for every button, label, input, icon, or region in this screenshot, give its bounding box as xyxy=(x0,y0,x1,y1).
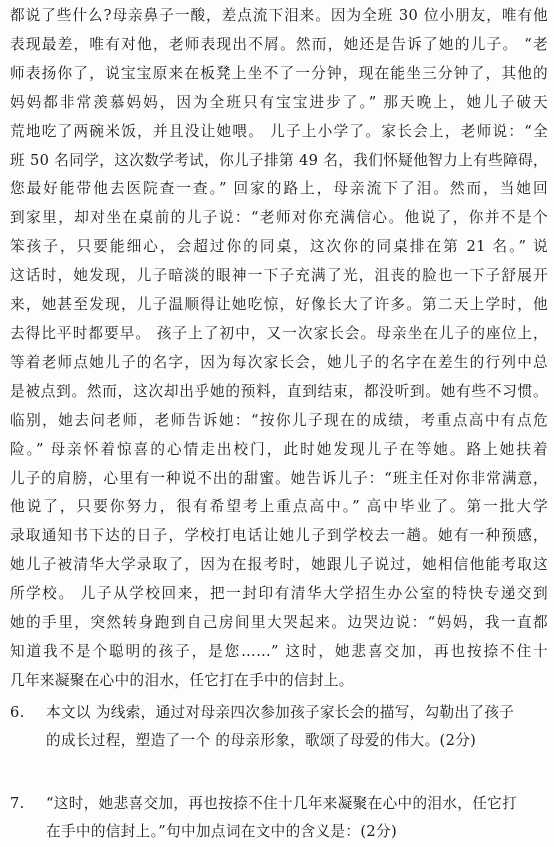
passage-line: 去得比平时都要早。 孩子上了初中，又一次家长会。母亲坐在儿子的座位上， xyxy=(10,324,548,342)
question-number: 6. xyxy=(10,703,25,721)
passage-line: 来，她甚至发现，儿子温顺得让她吃惊，好像长大了许多。第二天上学时，他 xyxy=(10,296,548,314)
passage-line: 是被点到。然而，这次却出乎她的预料，直到结束，都没听到。她有些不习惯。 xyxy=(10,382,548,400)
question-text: “这时，她悲喜交加，再也按捺不住十几年来凝聚在心中的泪水，任它打 xyxy=(46,794,518,812)
question-text: 本文以 为线索，通过对母亲四次参加孩子家长会的描写，勾勒出了孩子 xyxy=(46,703,515,721)
passage-line: 笨孩子，只要能细心，会超过你的同桌，这次你的同桌排在第 21 名。” 说 xyxy=(10,238,548,256)
passage-line: 荒地吃了两碗米饭，并且没让她喂。 儿子上小学了。家长会上，老师说：“全 xyxy=(10,122,548,140)
passage-line: 师表扬你了，说宝宝原来在板凳上坐不了一分钟，现在能坐三分钟了，其他的 xyxy=(10,64,548,82)
reading-passage xyxy=(10,2,548,696)
passage-line: 等着老师点她儿子的名字，因为每次家长会，她儿子的名字在差生的行列中总 xyxy=(10,353,548,371)
passage-line: 儿子的肩膀，心里有一种说不出的甜蜜。她告诉儿子：“班主任对你非常满意， xyxy=(10,469,548,487)
passage-line: 她儿子被清华大学录取了，因为在报考时，她跟儿子说过，她相信他能考取这 xyxy=(10,556,548,574)
question-number: 7. xyxy=(10,794,25,812)
passage-line: 妈妈都非常羡慕妈妈，因为全班只有宝宝进步了。” 那天晚上，她儿子破天 xyxy=(10,93,548,111)
passage-line: 所学校。 儿子从学校回来，把一封印有清华大学招生办公室的特快专递交到 xyxy=(10,585,548,603)
passage-line: 录取通知书下达的日子，学校打电话让她儿子到学校去一趟。她有一种预感， xyxy=(10,527,548,545)
passage-line: 表现最差，唯有对他，老师表现出不屑。然而，她还是告诉了她的儿子。 “老 xyxy=(10,35,548,53)
passage-line: 她的手里，突然转身跑到自己房间里大哭起来。边哭边说：“妈妈，我一直都 xyxy=(10,614,548,632)
passage-line: 临别，她去问老师，老师告诉她：“按你儿子现在的成绩，考重点高中有点危 xyxy=(10,411,548,429)
question-text-continued: 的成长过程，塑造了一个 的母亲形象，歌颂了母爱的伟大。(2分) xyxy=(46,732,477,750)
passage-line: 您最好能带他去医院查一查。” 回家的路上，母亲流下了泪。然而，当她回 xyxy=(10,180,548,198)
question-6 xyxy=(10,699,548,756)
passage-line: 班 50 名同学，这次数学考试，你儿子排第 49 名，我们怀疑他智力上有些障碍， xyxy=(10,151,548,169)
passage-line: 几年来凝聚在心中的泪水，任它打在手中的信封上。 xyxy=(10,671,354,689)
passage-line: 到家里，却对坐在桌前的儿子说：“老师对你充满信心。他说了，你并不是个 xyxy=(10,209,548,227)
passage-line: 他说了，只要你努力，很有希望考上重点高中。” 高中毕业了。第一批大学 xyxy=(10,498,548,516)
passage-line: 都说了些什么?母亲鼻子一酸，差点流下泪来。因为全班 30 位小朋友，唯有他 xyxy=(10,7,548,24)
question-text-continued: 在手中的信封上。”句中加点词在文中的含义是：(2分) xyxy=(46,823,397,841)
passage-line: 这话时，她发现，儿子暗淡的眼神一下子充满了光，沮丧的脸也一下子舒展开 xyxy=(10,267,548,285)
passage-line: 险。” 母亲怀着惊喜的心情走出校门，此时她发现儿子在等她。路上她扶着 xyxy=(10,440,548,458)
passage-line: 知道我不是个聪明的孩子，是您……” 这时，她悲喜交加，再也按捺不住十 xyxy=(10,642,548,660)
question-7 xyxy=(10,790,548,847)
